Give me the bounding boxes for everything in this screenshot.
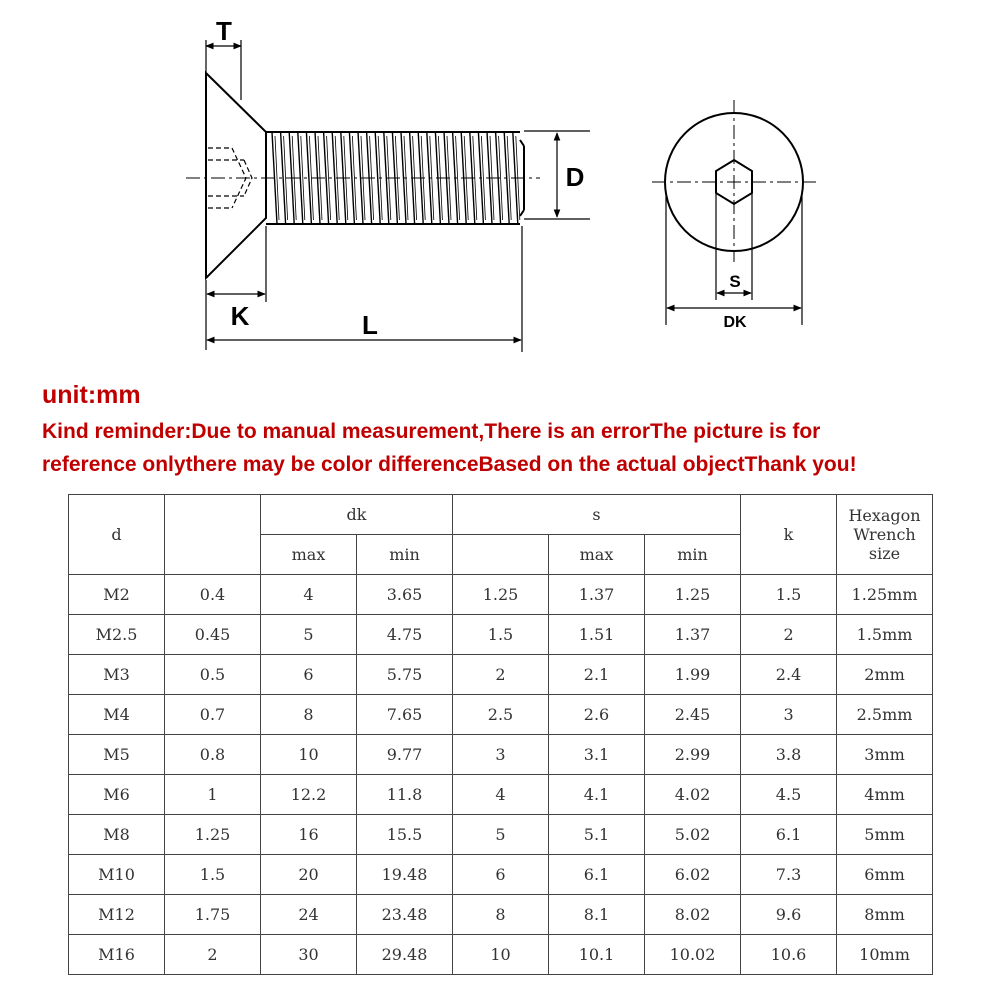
cell-d: M2	[69, 575, 165, 615]
cell-dk-min: 4.75	[357, 615, 453, 655]
header-wrench-line-2: Wrench	[853, 524, 916, 544]
cell-pitch: 2	[165, 935, 261, 975]
header-pitch	[165, 495, 261, 575]
cell-k: 4.5	[741, 775, 837, 815]
table-row	[69, 655, 933, 695]
cell-s-min: 1.25	[645, 575, 741, 615]
cell-wrench-size: 4mm	[837, 775, 933, 815]
cell-s-nominal: 2	[453, 655, 549, 695]
cell-s-nominal: 1.5	[453, 615, 549, 655]
header-k: k	[741, 495, 837, 575]
header-dk-min: min	[357, 535, 453, 575]
cell-dk-min: 15.5	[357, 815, 453, 855]
cell-s-nominal: 6	[453, 855, 549, 895]
cell-s-min: 2.99	[645, 735, 741, 775]
cell-wrench-size: 3mm	[837, 735, 933, 775]
header-wrench-line-3: size	[868, 544, 901, 564]
cell-s-min: 5.02	[645, 815, 741, 855]
cell-k: 1.5	[741, 575, 837, 615]
cell-s-max: 1.37	[549, 575, 645, 615]
cell-d: M12	[69, 895, 165, 935]
table-row	[69, 735, 933, 775]
cell-s-nominal: 2.5	[453, 695, 549, 735]
cell-wrench-size: 5mm	[837, 815, 933, 855]
cell-wrench-size: 1.5mm	[837, 615, 933, 655]
cell-s-max: 1.51	[549, 615, 645, 655]
cell-pitch: 1.75	[165, 895, 261, 935]
cell-k: 3.8	[741, 735, 837, 775]
spec-table	[68, 494, 933, 975]
cell-s-max: 3.1	[549, 735, 645, 775]
cell-dk-max: 4	[261, 575, 357, 615]
screw-dimension-diagram	[0, 0, 1000, 375]
cell-s-max: 6.1	[549, 855, 645, 895]
screw-head-top-view	[652, 100, 818, 262]
cell-wrench-size: 6mm	[837, 855, 933, 895]
cell-dk-min: 9.77	[357, 735, 453, 775]
cell-d: M8	[69, 815, 165, 855]
cell-pitch: 0.45	[165, 615, 261, 655]
cell-pitch: 1.25	[165, 815, 261, 855]
table-row	[69, 615, 933, 655]
cell-wrench-size: 1.25mm	[837, 575, 933, 615]
header-s: s	[453, 495, 741, 535]
table-row	[69, 935, 933, 975]
cell-dk-min: 23.48	[357, 895, 453, 935]
cell-s-nominal: 3	[453, 735, 549, 775]
cell-s-max: 8.1	[549, 895, 645, 935]
cell-s-nominal: 1.25	[453, 575, 549, 615]
cell-pitch: 1	[165, 775, 261, 815]
label-k: K	[230, 301, 250, 331]
cell-k: 9.6	[741, 895, 837, 935]
cell-dk-min: 5.75	[357, 655, 453, 695]
header-s-max: max	[549, 535, 645, 575]
header-dk: dk	[261, 495, 453, 535]
table-row	[69, 775, 933, 815]
cell-s-nominal: 5	[453, 815, 549, 855]
cell-pitch: 0.8	[165, 735, 261, 775]
cell-s-min: 1.99	[645, 655, 741, 695]
header-dk-max: max	[261, 535, 357, 575]
cell-s-nominal: 4	[453, 775, 549, 815]
header-d: d	[69, 495, 165, 575]
cell-pitch: 0.4	[165, 575, 261, 615]
cell-pitch: 0.5	[165, 655, 261, 695]
cell-d: M10	[69, 855, 165, 895]
cell-k: 7.3	[741, 855, 837, 895]
cell-dk-min: 7.65	[357, 695, 453, 735]
table-row	[69, 695, 933, 735]
cell-wrench-size: 8mm	[837, 895, 933, 935]
header-wrench-size	[837, 495, 933, 575]
cell-dk-max: 10	[261, 735, 357, 775]
cell-dk-min: 29.48	[357, 935, 453, 975]
cell-k: 2	[741, 615, 837, 655]
cell-wrench-size: 2mm	[837, 655, 933, 695]
reminder-line-1: Kind reminder:Due to manual measurement,There is an errorThe picture is for	[42, 420, 821, 443]
cell-s-min: 2.45	[645, 695, 741, 735]
cell-dk-max: 30	[261, 935, 357, 975]
cell-s-max: 2.6	[549, 695, 645, 735]
cell-s-max: 10.1	[549, 935, 645, 975]
cell-d: M6	[69, 775, 165, 815]
cell-dk-max: 16	[261, 815, 357, 855]
cell-dk-max: 24	[261, 895, 357, 935]
cell-s-max: 5.1	[549, 815, 645, 855]
table-header-row	[69, 495, 933, 535]
label-l: L	[362, 310, 378, 340]
cell-dk-max: 5	[261, 615, 357, 655]
cell-d: M2.5	[69, 615, 165, 655]
cell-k: 3	[741, 695, 837, 735]
cell-dk-max: 20	[261, 855, 357, 895]
label-s: S	[729, 272, 741, 291]
cell-d: M3	[69, 655, 165, 695]
screw-side-view	[186, 73, 540, 278]
cell-s-nominal: 8	[453, 895, 549, 935]
table-row	[69, 855, 933, 895]
reminder-line-2: reference onlythere may be color differenceBased on the actual objectThank you!	[42, 453, 857, 476]
label-d: D	[565, 162, 585, 192]
cell-s-min: 10.02	[645, 935, 741, 975]
table-row	[69, 815, 933, 855]
cell-dk-min: 11.8	[357, 775, 453, 815]
cell-pitch: 1.5	[165, 855, 261, 895]
cell-dk-max: 6	[261, 655, 357, 695]
cell-dk-min: 3.65	[357, 575, 453, 615]
cell-d: M4	[69, 695, 165, 735]
cell-s-min: 8.02	[645, 895, 741, 935]
cell-s-min: 6.02	[645, 855, 741, 895]
cell-k: 10.6	[741, 935, 837, 975]
cell-k: 6.1	[741, 815, 837, 855]
label-t: T	[216, 16, 232, 46]
cell-k: 2.4	[741, 655, 837, 695]
header-s-nominal	[453, 535, 549, 575]
cell-d: M5	[69, 735, 165, 775]
cell-s-nominal: 10	[453, 935, 549, 975]
cell-s-min: 4.02	[645, 775, 741, 815]
table-row	[69, 575, 933, 615]
cell-wrench-size: 10mm	[837, 935, 933, 975]
header-s-min: min	[645, 535, 741, 575]
cell-s-min: 1.37	[645, 615, 741, 655]
cell-s-max: 2.1	[549, 655, 645, 695]
cell-d: M16	[69, 935, 165, 975]
cell-dk-min: 19.48	[357, 855, 453, 895]
unit-label: unit:mm	[42, 381, 141, 409]
cell-wrench-size: 2.5mm	[837, 695, 933, 735]
cell-dk-max: 12.2	[261, 775, 357, 815]
cell-pitch: 0.7	[165, 695, 261, 735]
cell-dk-max: 8	[261, 695, 357, 735]
cell-s-max: 4.1	[549, 775, 645, 815]
table-row	[69, 895, 933, 935]
header-wrench-line-1: Hexagon	[848, 505, 921, 525]
label-dk: DK	[723, 314, 747, 331]
